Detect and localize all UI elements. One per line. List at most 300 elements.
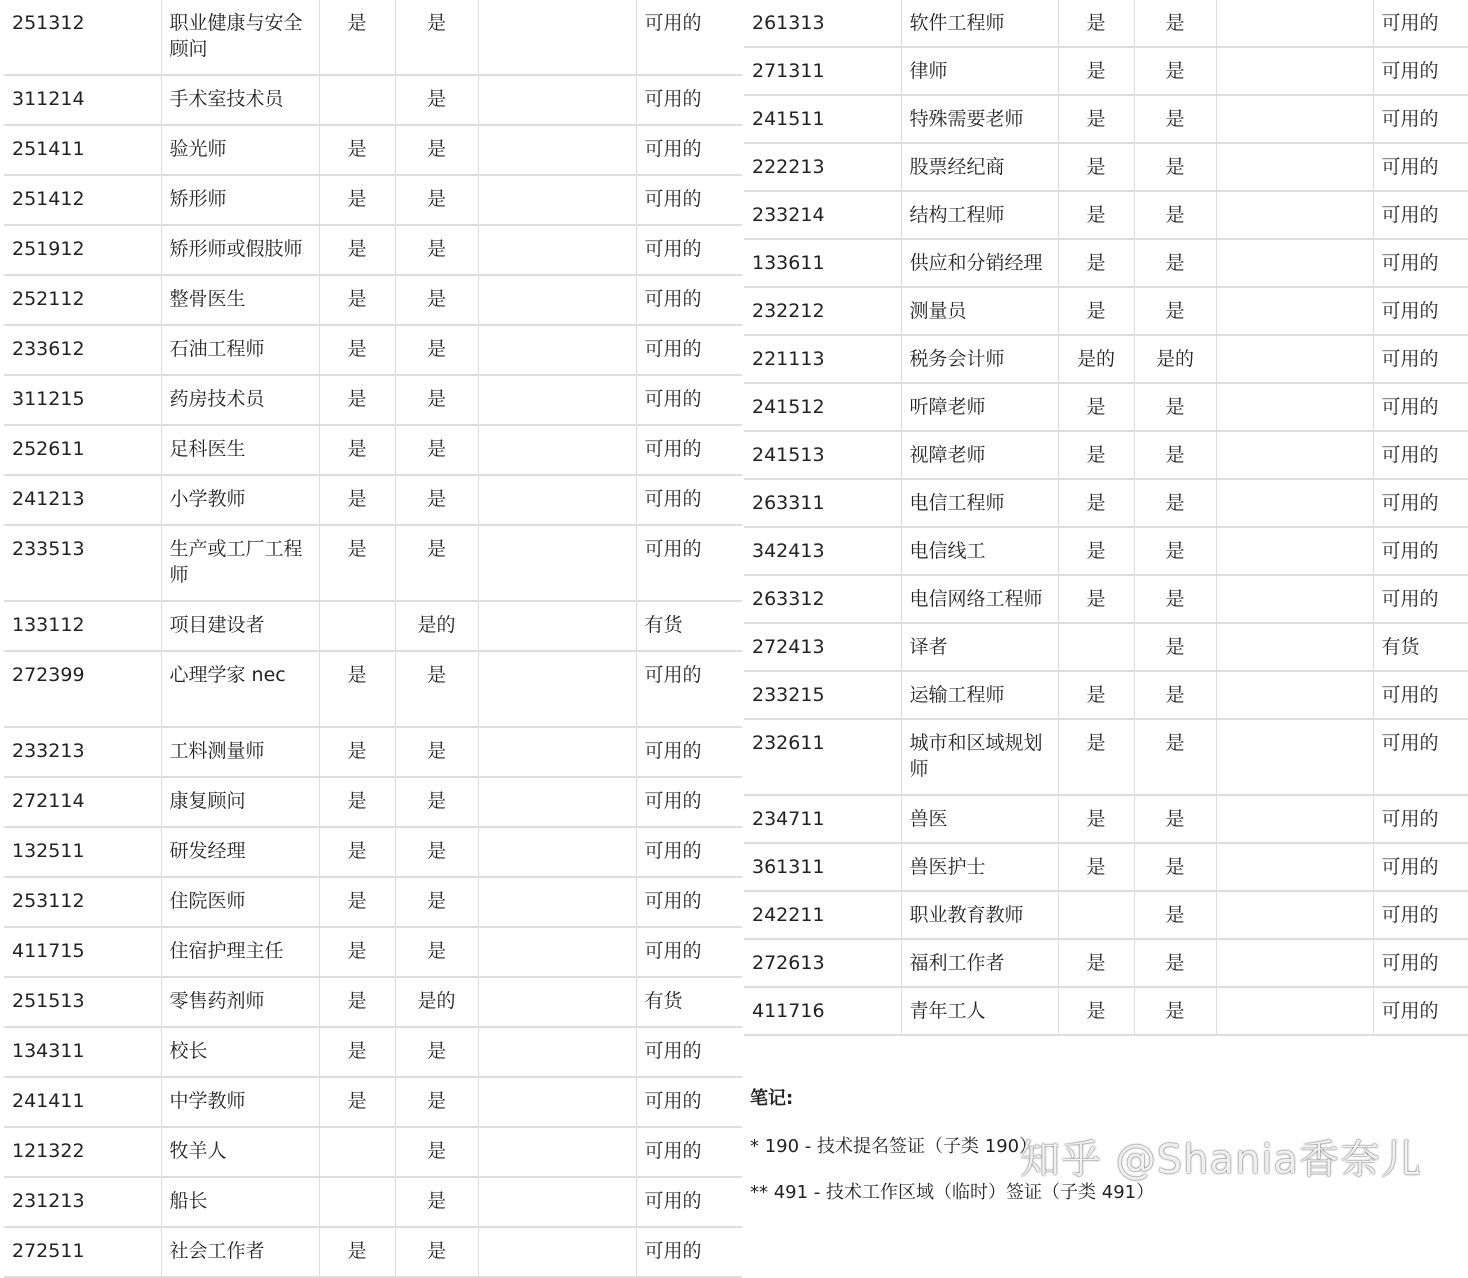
visa-491-cell: 是 — [395, 225, 478, 275]
empty-cell — [478, 727, 636, 777]
code-cell: 241511 — [744, 95, 901, 143]
visa-190-cell: 是 — [1058, 575, 1134, 623]
table-body — [744, 0, 1468, 1035]
occupation-cell: 康复顾问 — [161, 777, 319, 827]
code-cell: 263311 — [744, 479, 901, 527]
visa-190-cell: 是 — [319, 225, 395, 275]
code-cell: 311214 — [4, 75, 161, 125]
visa-190-cell: 是 — [319, 927, 395, 977]
occupation-cell: 测量员 — [901, 287, 1058, 335]
visa-190-cell: 是 — [1058, 143, 1134, 191]
table-row — [4, 1177, 742, 1227]
occupation-cell: 住宿护理主任 — [161, 927, 319, 977]
occupation-cell: 税务会计师 — [901, 335, 1058, 383]
table-row — [744, 891, 1468, 939]
table-row — [4, 601, 742, 651]
table-row — [4, 475, 742, 525]
visa-491-cell: 是 — [395, 827, 478, 877]
empty-cell — [478, 275, 636, 325]
visa-491-cell: 是 — [1134, 671, 1216, 719]
status-cell: 可用的 — [1373, 671, 1468, 719]
status-cell: 可用的 — [636, 727, 742, 777]
code-cell: 272399 — [4, 651, 161, 727]
visa-491-cell: 是 — [1134, 891, 1216, 939]
empty-cell — [478, 927, 636, 977]
occupation-cell: 城市和区域规划师 — [901, 719, 1058, 795]
visa-190-cell: 是 — [319, 1077, 395, 1127]
status-cell: 可用的 — [636, 1077, 742, 1127]
occupation-cell: 兽医 — [901, 795, 1058, 843]
table-row — [4, 375, 742, 425]
visa-491-cell: 是的 — [395, 977, 478, 1027]
code-cell: 241512 — [744, 383, 901, 431]
status-cell: 有货 — [636, 977, 742, 1027]
status-cell: 可用的 — [1373, 795, 1468, 843]
empty-cell — [478, 325, 636, 375]
visa-491-cell: 是 — [395, 475, 478, 525]
visa-491-cell: 是 — [1134, 623, 1216, 671]
empty-cell — [478, 0, 636, 75]
occupation-cell: 运输工程师 — [901, 671, 1058, 719]
status-cell: 可用的 — [636, 75, 742, 125]
occupation-cell: 股票经纪商 — [901, 143, 1058, 191]
occupation-cell: 手术室技术员 — [161, 75, 319, 125]
visa-491-cell: 是 — [395, 525, 478, 601]
status-cell: 可用的 — [1373, 239, 1468, 287]
status-cell: 可用的 — [636, 1027, 742, 1077]
visa-491-cell: 是 — [395, 125, 478, 175]
visa-190-cell: 是 — [319, 827, 395, 877]
code-cell: 222213 — [744, 143, 901, 191]
table-row — [744, 575, 1468, 623]
visa-491-cell: 是 — [395, 651, 478, 727]
visa-190-cell — [319, 1177, 395, 1227]
status-cell: 可用的 — [636, 425, 742, 475]
occupation-cell: 供应和分销经理 — [901, 239, 1058, 287]
table-row — [744, 335, 1468, 383]
empty-cell — [1216, 891, 1373, 939]
code-cell: 233513 — [4, 525, 161, 601]
table-row — [4, 727, 742, 777]
visa-190-cell: 是 — [319, 125, 395, 175]
visa-190-cell: 是 — [319, 525, 395, 601]
visa-190-cell: 是的 — [1058, 335, 1134, 383]
occupation-cell: 校长 — [161, 1027, 319, 1077]
code-cell: 234711 — [744, 795, 901, 843]
occupation-cell: 整骨医生 — [161, 275, 319, 325]
visa-491-cell: 是 — [1134, 239, 1216, 287]
occupation-cell: 律师 — [901, 47, 1058, 95]
visa-491-cell: 是 — [1134, 143, 1216, 191]
visa-190-cell: 是 — [319, 877, 395, 927]
code-cell: 252611 — [4, 425, 161, 475]
watermark: 知乎 @Shania香奈儿 — [1020, 1137, 1422, 1183]
code-cell: 242211 — [744, 891, 901, 939]
table-row — [744, 719, 1468, 795]
empty-cell — [478, 425, 636, 475]
table-row — [4, 425, 742, 475]
note-line-491: ** 491 - 技术工作区域（临时）签证（子类 491） — [750, 1182, 1155, 1203]
code-cell: 271311 — [744, 47, 901, 95]
empty-cell — [1216, 239, 1373, 287]
occupation-cell: 电信网络工程师 — [901, 575, 1058, 623]
visa-491-cell: 是 — [1134, 843, 1216, 891]
status-cell: 可用的 — [636, 225, 742, 275]
code-cell: 361311 — [744, 843, 901, 891]
code-cell: 251412 — [4, 175, 161, 225]
visa-491-cell: 是 — [1134, 527, 1216, 575]
occupation-cell: 职业教育教师 — [901, 891, 1058, 939]
status-cell: 有货 — [636, 601, 742, 651]
empty-cell — [1216, 939, 1373, 987]
status-cell: 可用的 — [636, 525, 742, 601]
table-row — [744, 143, 1468, 191]
visa-190-cell: 是 — [1058, 939, 1134, 987]
visa-190-cell: 是 — [319, 275, 395, 325]
visa-190-cell: 是 — [1058, 0, 1134, 47]
code-cell: 231213 — [4, 1177, 161, 1227]
visa-190-cell: 是 — [1058, 95, 1134, 143]
code-cell: 134311 — [4, 1027, 161, 1077]
visa-190-cell: 是 — [1058, 431, 1134, 479]
occupation-cell: 工料测量师 — [161, 727, 319, 777]
empty-cell — [478, 777, 636, 827]
table-row — [4, 977, 742, 1027]
visa-491-cell: 是 — [395, 1227, 478, 1277]
table-row — [744, 383, 1468, 431]
visa-190-cell: 是 — [1058, 527, 1134, 575]
visa-190-cell: 是 — [1058, 719, 1134, 795]
visa-190-cell: 是 — [319, 375, 395, 425]
visa-190-cell: 是 — [319, 977, 395, 1027]
visa-190-cell: 是 — [319, 1227, 395, 1277]
status-cell: 可用的 — [636, 651, 742, 727]
code-cell: 251912 — [4, 225, 161, 275]
code-cell: 232611 — [744, 719, 901, 795]
visa-491-cell: 是 — [1134, 431, 1216, 479]
table-row — [4, 651, 742, 727]
empty-cell — [1216, 95, 1373, 143]
table-row — [4, 0, 742, 75]
occupation-cell: 青年工人 — [901, 987, 1058, 1035]
code-cell: 342413 — [744, 527, 901, 575]
empty-cell — [478, 1077, 636, 1127]
code-cell: 221113 — [744, 335, 901, 383]
empty-cell — [478, 1227, 636, 1277]
code-cell: 132511 — [4, 827, 161, 877]
table-row — [4, 525, 742, 601]
occupation-cell: 听障老师 — [901, 383, 1058, 431]
status-cell: 可用的 — [1373, 843, 1468, 891]
status-cell: 可用的 — [636, 1227, 742, 1277]
visa-491-cell: 是 — [1134, 47, 1216, 95]
status-cell: 可用的 — [1373, 891, 1468, 939]
code-cell: 272613 — [744, 939, 901, 987]
visa-190-cell: 是 — [319, 475, 395, 525]
status-cell: 可用的 — [636, 777, 742, 827]
empty-cell — [478, 601, 636, 651]
empty-cell — [478, 475, 636, 525]
status-cell: 可用的 — [1373, 335, 1468, 383]
status-cell: 可用的 — [636, 1177, 742, 1227]
visa-190-cell: 是 — [1058, 239, 1134, 287]
visa-190-cell: 是 — [319, 1027, 395, 1077]
status-cell: 可用的 — [1373, 719, 1468, 795]
occupation-cell: 生产或工厂工程师 — [161, 525, 319, 601]
table-row — [744, 239, 1468, 287]
status-cell: 可用的 — [636, 175, 742, 225]
status-cell: 可用的 — [636, 827, 742, 877]
empty-cell — [1216, 383, 1373, 431]
occupation-cell: 视障老师 — [901, 431, 1058, 479]
visa-491-cell: 是的 — [1134, 335, 1216, 383]
occupation-cell: 住院医师 — [161, 877, 319, 927]
visa-190-cell: 是 — [1058, 987, 1134, 1035]
empty-cell — [478, 827, 636, 877]
visa-491-cell: 是的 — [395, 601, 478, 651]
status-cell: 可用的 — [1373, 0, 1468, 47]
empty-cell — [1216, 191, 1373, 239]
occupation-cell: 福利工作者 — [901, 939, 1058, 987]
table-row — [4, 827, 742, 877]
code-cell: 411715 — [4, 927, 161, 977]
occupation-cell: 心理学家 nec — [161, 651, 319, 727]
code-cell: 241213 — [4, 475, 161, 525]
status-cell: 可用的 — [1373, 191, 1468, 239]
table-row — [744, 0, 1468, 47]
visa-491-cell: 是 — [395, 75, 478, 125]
status-cell: 有货 — [1373, 623, 1468, 671]
visa-190-cell: 是 — [319, 175, 395, 225]
visa-190-cell: 是 — [1058, 479, 1134, 527]
code-cell: 241513 — [744, 431, 901, 479]
visa-190-cell: 是 — [319, 325, 395, 375]
table-row — [4, 1027, 742, 1077]
table-row — [744, 987, 1468, 1035]
empty-cell — [1216, 431, 1373, 479]
empty-cell — [1216, 143, 1373, 191]
table-row — [4, 1227, 742, 1277]
empty-cell — [1216, 719, 1373, 795]
empty-cell — [478, 1127, 636, 1177]
occupation-cell: 兽医护士 — [901, 843, 1058, 891]
status-cell: 可用的 — [636, 927, 742, 977]
table-row — [4, 1127, 742, 1177]
empty-cell — [478, 1027, 636, 1077]
visa-190-cell — [319, 75, 395, 125]
visa-491-cell: 是 — [1134, 575, 1216, 623]
empty-cell — [478, 977, 636, 1027]
visa-491-cell: 是 — [1134, 987, 1216, 1035]
occupation-cell: 研发经理 — [161, 827, 319, 877]
visa-190-cell — [319, 601, 395, 651]
status-cell: 可用的 — [1373, 575, 1468, 623]
status-cell: 可用的 — [1373, 527, 1468, 575]
table-row — [744, 191, 1468, 239]
table-row — [4, 75, 742, 125]
code-cell: 251513 — [4, 977, 161, 1027]
occupation-cell: 石油工程师 — [161, 325, 319, 375]
table-row — [4, 325, 742, 375]
empty-cell — [478, 75, 636, 125]
visa-491-cell: 是 — [1134, 479, 1216, 527]
status-cell: 可用的 — [1373, 939, 1468, 987]
status-cell: 可用的 — [1373, 479, 1468, 527]
occupation-cell: 项目建设者 — [161, 601, 319, 651]
code-cell: 311215 — [4, 375, 161, 425]
status-cell: 可用的 — [636, 275, 742, 325]
table-row — [744, 479, 1468, 527]
empty-cell — [1216, 47, 1373, 95]
occupation-cell: 译者 — [901, 623, 1058, 671]
table-row — [4, 877, 742, 927]
empty-cell — [1216, 987, 1373, 1035]
table-row — [744, 95, 1468, 143]
table-row — [4, 275, 742, 325]
occupation-cell: 职业健康与安全顾问 — [161, 0, 319, 75]
occupation-cell: 特殊需要老师 — [901, 95, 1058, 143]
visa-491-cell: 是 — [395, 1127, 478, 1177]
occupation-table-left — [4, 0, 742, 1278]
visa-491-cell: 是 — [1134, 939, 1216, 987]
status-cell: 可用的 — [636, 0, 742, 75]
visa-491-cell: 是 — [1134, 0, 1216, 47]
code-cell: 272114 — [4, 777, 161, 827]
code-cell: 233214 — [744, 191, 901, 239]
empty-cell — [478, 651, 636, 727]
empty-cell — [1216, 0, 1373, 47]
status-cell: 可用的 — [636, 877, 742, 927]
visa-491-cell: 是 — [395, 1027, 478, 1077]
empty-cell — [1216, 479, 1373, 527]
occupation-cell: 软件工程师 — [901, 0, 1058, 47]
occupation-cell: 验光师 — [161, 125, 319, 175]
occupation-cell: 零售药剂师 — [161, 977, 319, 1027]
status-cell: 可用的 — [1373, 95, 1468, 143]
code-cell: 241411 — [4, 1077, 161, 1127]
occupation-cell: 小学教师 — [161, 475, 319, 525]
code-cell: 253112 — [4, 877, 161, 927]
occupation-cell: 结构工程师 — [901, 191, 1058, 239]
occupation-cell: 足科医生 — [161, 425, 319, 475]
table-row — [744, 843, 1468, 891]
table-row — [4, 175, 742, 225]
visa-190-cell: 是 — [319, 0, 395, 75]
occupation-cell: 船长 — [161, 1177, 319, 1227]
empty-cell — [1216, 287, 1373, 335]
code-cell: 263312 — [744, 575, 901, 623]
visa-491-cell: 是 — [395, 275, 478, 325]
code-cell: 121322 — [4, 1127, 161, 1177]
code-cell: 133611 — [744, 239, 901, 287]
visa-190-cell — [1058, 623, 1134, 671]
table-row — [744, 939, 1468, 987]
table-row — [744, 795, 1468, 843]
visa-491-cell: 是 — [395, 325, 478, 375]
status-cell: 可用的 — [1373, 431, 1468, 479]
occupation-cell: 矫形师 — [161, 175, 319, 225]
visa-190-cell: 是 — [1058, 843, 1134, 891]
table-row — [4, 125, 742, 175]
code-cell: 411716 — [744, 987, 901, 1035]
empty-cell — [478, 525, 636, 601]
occupation-cell: 社会工作者 — [161, 1227, 319, 1277]
empty-cell — [1216, 527, 1373, 575]
visa-491-cell: 是 — [395, 175, 478, 225]
visa-190-cell: 是 — [1058, 383, 1134, 431]
visa-190-cell: 是 — [1058, 191, 1134, 239]
visa-491-cell: 是 — [1134, 719, 1216, 795]
empty-cell — [1216, 335, 1373, 383]
status-cell: 可用的 — [636, 325, 742, 375]
empty-cell — [1216, 671, 1373, 719]
empty-cell — [1216, 623, 1373, 671]
visa-491-cell: 是 — [395, 425, 478, 475]
visa-491-cell: 是 — [395, 1177, 478, 1227]
visa-190-cell: 是 — [319, 727, 395, 777]
occupation-cell: 电信线工 — [901, 527, 1058, 575]
status-cell: 可用的 — [1373, 987, 1468, 1035]
empty-cell — [478, 877, 636, 927]
table-row — [4, 777, 742, 827]
visa-491-cell: 是 — [1134, 287, 1216, 335]
visa-190-cell: 是 — [319, 425, 395, 475]
empty-cell — [1216, 795, 1373, 843]
table-row — [4, 1077, 742, 1127]
visa-491-cell: 是 — [395, 877, 478, 927]
visa-491-cell: 是 — [395, 375, 478, 425]
table-row — [744, 671, 1468, 719]
code-cell: 233215 — [744, 671, 901, 719]
visa-190-cell: 是 — [1058, 47, 1134, 95]
visa-190-cell — [319, 1127, 395, 1177]
status-cell: 可用的 — [636, 1127, 742, 1177]
visa-491-cell: 是 — [1134, 795, 1216, 843]
table-row — [4, 927, 742, 977]
visa-491-cell: 是 — [1134, 383, 1216, 431]
visa-190-cell: 是 — [1058, 671, 1134, 719]
status-cell: 可用的 — [1373, 47, 1468, 95]
visa-190-cell: 是 — [319, 651, 395, 727]
occupation-cell: 矫形师或假肢师 — [161, 225, 319, 275]
occupation-cell: 中学教师 — [161, 1077, 319, 1127]
table-row — [744, 527, 1468, 575]
visa-190-cell — [1058, 891, 1134, 939]
table-row — [744, 287, 1468, 335]
table-row — [744, 431, 1468, 479]
visa-491-cell: 是 — [1134, 191, 1216, 239]
empty-cell — [1216, 575, 1373, 623]
visa-491-cell: 是 — [395, 0, 478, 75]
occupation-table-right — [744, 0, 1468, 1036]
code-cell: 133112 — [4, 601, 161, 651]
visa-491-cell: 是 — [1134, 95, 1216, 143]
table-row — [744, 47, 1468, 95]
status-cell: 可用的 — [636, 475, 742, 525]
visa-190-cell: 是 — [319, 777, 395, 827]
status-cell: 可用的 — [636, 375, 742, 425]
empty-cell — [478, 175, 636, 225]
status-cell: 可用的 — [1373, 287, 1468, 335]
visa-491-cell: 是 — [395, 777, 478, 827]
code-cell: 251411 — [4, 125, 161, 175]
empty-cell — [478, 225, 636, 275]
code-cell: 232212 — [744, 287, 901, 335]
empty-cell — [478, 1177, 636, 1227]
empty-cell — [1216, 843, 1373, 891]
code-cell: 251312 — [4, 0, 161, 75]
occupation-cell: 电信工程师 — [901, 479, 1058, 527]
